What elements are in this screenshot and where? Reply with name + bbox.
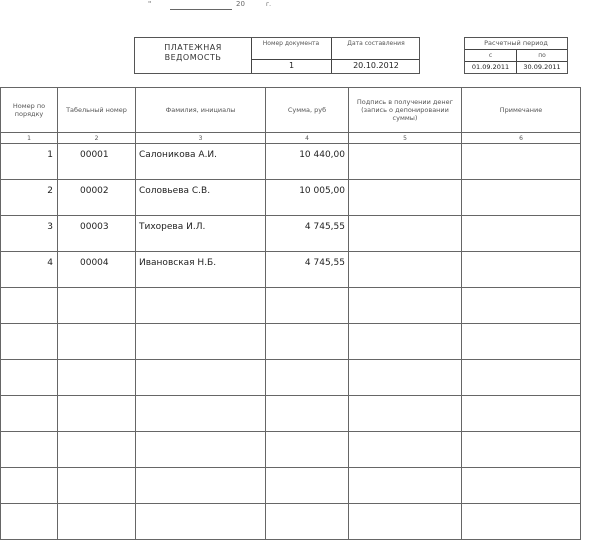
cell-num bbox=[1, 504, 58, 540]
cell-sign bbox=[349, 504, 462, 540]
table-row bbox=[1, 324, 581, 360]
cell-note bbox=[462, 468, 581, 504]
table-row bbox=[1, 252, 581, 288]
colnum-2: 2 bbox=[58, 133, 136, 144]
header-sign: Подпись в получении денег (запись о депонировании суммы) bbox=[349, 88, 462, 133]
cell-name bbox=[136, 504, 266, 540]
period-to-label: по bbox=[538, 52, 546, 59]
cell-name bbox=[136, 468, 266, 504]
cell-num: 4 bbox=[1, 252, 58, 288]
cell-name: Соловьева С.В. bbox=[136, 180, 266, 216]
table-row bbox=[1, 396, 581, 432]
year-prefix: 20 bbox=[236, 0, 245, 8]
cell-sign bbox=[349, 144, 462, 180]
cell-num bbox=[1, 360, 58, 396]
cell-note bbox=[462, 360, 581, 396]
cell-tab bbox=[58, 360, 136, 396]
cell-note bbox=[462, 396, 581, 432]
cell-sum bbox=[266, 432, 349, 468]
cell-sign bbox=[349, 288, 462, 324]
column-number-row bbox=[1, 133, 581, 144]
cell-tab: 00002 bbox=[58, 180, 136, 216]
doc-date: 20.10.2012 bbox=[353, 61, 399, 70]
payroll-table bbox=[0, 87, 581, 540]
table-row bbox=[1, 144, 581, 180]
cell-sum bbox=[266, 468, 349, 504]
header-sum: Сумма, руб bbox=[266, 88, 349, 133]
cell-note bbox=[462, 144, 581, 180]
cell-num bbox=[1, 468, 58, 504]
header-name: Фамилия, инициалы bbox=[136, 88, 266, 133]
statement-title-line2: ВЕДОМОСТЬ bbox=[164, 53, 222, 62]
cell-sign bbox=[349, 396, 462, 432]
date-quote: " bbox=[148, 0, 152, 8]
table-header-row bbox=[1, 88, 581, 133]
colnum-3: 3 bbox=[136, 133, 266, 144]
header-note: Примечание bbox=[462, 88, 581, 133]
cell-num: 3 bbox=[1, 216, 58, 252]
period-from: 01.09.2011 bbox=[471, 63, 510, 71]
table-row bbox=[1, 432, 581, 468]
cell-note bbox=[462, 432, 581, 468]
period-from-label: с bbox=[488, 52, 493, 59]
date-underline bbox=[170, 9, 232, 10]
cell-tab bbox=[58, 468, 136, 504]
doc-number-label: Номер документа bbox=[262, 40, 320, 47]
table-row bbox=[1, 360, 581, 396]
cell-num bbox=[1, 288, 58, 324]
cell-num bbox=[1, 324, 58, 360]
cell-tab bbox=[58, 432, 136, 468]
top-date-line bbox=[148, 0, 278, 12]
cell-sign bbox=[349, 324, 462, 360]
period-title: Расчетный период bbox=[484, 39, 548, 47]
cell-tab: 00004 bbox=[58, 252, 136, 288]
cell-sum: 10 440,00 bbox=[266, 144, 349, 180]
cell-tab bbox=[58, 288, 136, 324]
doc-number: 1 bbox=[288, 61, 295, 70]
cell-note bbox=[462, 504, 581, 540]
table-row bbox=[1, 216, 581, 252]
doc-date-label: Дата составления bbox=[347, 40, 405, 47]
cell-name bbox=[136, 324, 266, 360]
cell-sum bbox=[266, 360, 349, 396]
cell-name: Тихорева И.Л. bbox=[136, 216, 266, 252]
statement-title-line1: ПЛАТЕЖНАЯ bbox=[164, 43, 222, 52]
cell-sum: 4 745,55 bbox=[266, 252, 349, 288]
cell-note bbox=[462, 288, 581, 324]
cell-note bbox=[462, 324, 581, 360]
cell-note bbox=[462, 180, 581, 216]
cell-sum: 10 005,00 bbox=[266, 180, 349, 216]
cell-name: Ивановская Н.Б. bbox=[136, 252, 266, 288]
cell-note bbox=[462, 252, 581, 288]
cell-sign bbox=[349, 216, 462, 252]
period-box bbox=[464, 37, 568, 74]
cell-num: 1 bbox=[1, 144, 58, 180]
cell-sign bbox=[349, 252, 462, 288]
table-row bbox=[1, 468, 581, 504]
cell-num: 2 bbox=[1, 180, 58, 216]
cell-name bbox=[136, 360, 266, 396]
cell-name bbox=[136, 288, 266, 324]
cell-sum bbox=[266, 324, 349, 360]
statement-title bbox=[135, 43, 251, 63]
cell-tab bbox=[58, 324, 136, 360]
cell-sum bbox=[266, 288, 349, 324]
header-num: Номер по порядку bbox=[1, 88, 58, 133]
table-row bbox=[1, 504, 581, 540]
cell-sign bbox=[349, 432, 462, 468]
colnum-6: 6 bbox=[462, 133, 581, 144]
header-tab: Табельный номер bbox=[58, 88, 136, 133]
cell-tab: 00003 bbox=[58, 216, 136, 252]
cell-tab: 00001 bbox=[58, 144, 136, 180]
cell-num bbox=[1, 432, 58, 468]
cell-name: Салоникова А.И. bbox=[136, 144, 266, 180]
cell-name bbox=[136, 396, 266, 432]
cell-sign bbox=[349, 180, 462, 216]
colnum-1: 1 bbox=[1, 133, 58, 144]
table-row bbox=[1, 180, 581, 216]
colnum-5: 5 bbox=[349, 133, 462, 144]
cell-sign bbox=[349, 360, 462, 396]
cell-sign bbox=[349, 468, 462, 504]
cell-tab bbox=[58, 396, 136, 432]
cell-tab bbox=[58, 504, 136, 540]
statement-header bbox=[134, 37, 420, 74]
cell-name bbox=[136, 432, 266, 468]
year-suffix: г. bbox=[266, 1, 272, 8]
cell-sum: 4 745,55 bbox=[266, 216, 349, 252]
cell-num bbox=[1, 396, 58, 432]
cell-sum bbox=[266, 504, 349, 540]
colnum-4: 4 bbox=[266, 133, 349, 144]
cell-note bbox=[462, 216, 581, 252]
period-to: 30.09.2011 bbox=[523, 63, 561, 71]
table-row bbox=[1, 288, 581, 324]
cell-sum bbox=[266, 396, 349, 432]
